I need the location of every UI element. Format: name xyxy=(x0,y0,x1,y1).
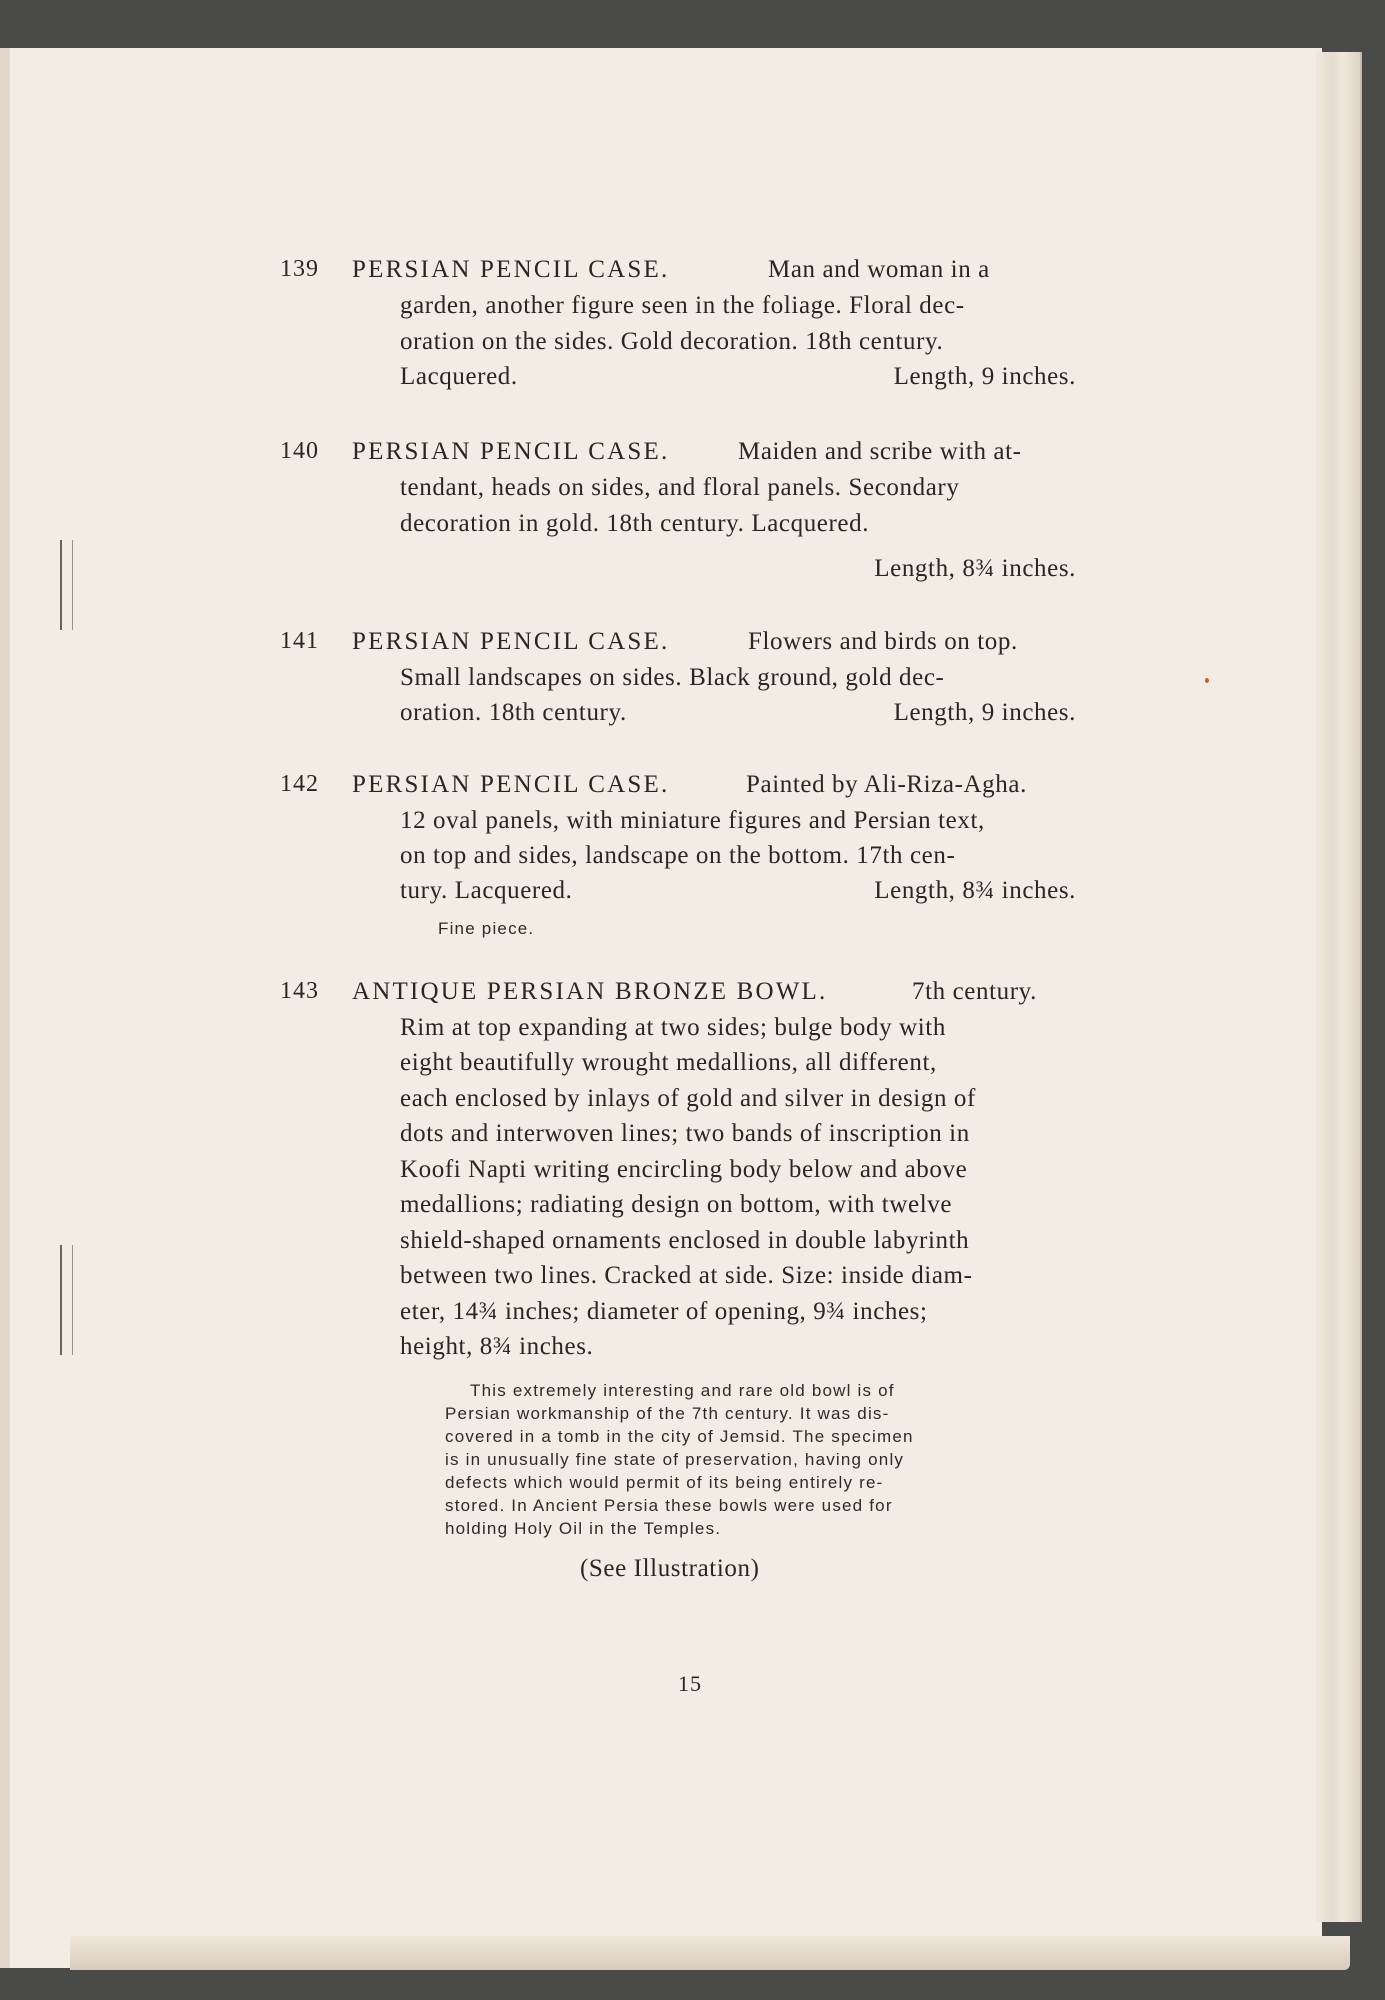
lot-description-line: medallions; radiating design on bottom, with twelve xyxy=(400,1191,953,1218)
lot-length: Length, 8¾ inches. xyxy=(874,555,1076,582)
lot-title: PERSIAN PENCIL CASE. xyxy=(352,438,670,465)
lot-number: 140 xyxy=(280,438,319,464)
lot-description-line: Flowers and birds on top. xyxy=(748,628,1018,655)
lot-title: ANTIQUE PERSIAN BRONZE BOWL. xyxy=(352,978,828,1005)
lot-description-line: Rim at top expanding at two sides; bulge body with xyxy=(400,1014,946,1041)
lot-note: Fine piece. xyxy=(438,919,535,938)
lot-description-line: eight beautifully wrought medallions, all different, xyxy=(400,1049,937,1076)
lot-note-line: defects which would permit of its being entirely re- xyxy=(445,1473,884,1492)
lot-note-line: Persian workmanship of the 7th century. It was dis- xyxy=(445,1404,890,1423)
lot-description-line: Painted by Ali-Riza-Agha. xyxy=(746,771,1027,798)
lot-description-line: Man and woman in a xyxy=(768,256,990,283)
lot-note-line: This extremely interesting and rare old bowl is of xyxy=(470,1381,895,1400)
lot-length: Length, 9 inches. xyxy=(893,363,1076,390)
lot-description-line: 12 oval panels, with miniature figures and Persian text, xyxy=(400,807,985,834)
lot-description-line: oration. 18th century. xyxy=(400,699,627,726)
page-number: 15 xyxy=(678,1671,702,1696)
lot-description-line: Maiden and scribe with at- xyxy=(738,438,1022,465)
lot-description-line: Lacquered. xyxy=(400,363,518,390)
binding-stitch-top xyxy=(60,540,73,630)
binding-strip xyxy=(0,48,10,1968)
lot-description-line: each enclosed by inlays of gold and silver in design of xyxy=(400,1085,976,1112)
lot-description-line: on top and sides, landscape on the bottom. 17th cen- xyxy=(400,842,956,869)
see-illustration: (See Illustration) xyxy=(580,1555,760,1582)
paper-speck xyxy=(1205,678,1209,683)
lot-length: Length, 9 inches. xyxy=(893,699,1076,726)
lot-description-line: shield-shaped ornaments enclosed in double labyrinth xyxy=(400,1227,970,1254)
lot-description-line: dots and interwoven lines; two bands of inscription in xyxy=(400,1120,970,1147)
lot-title: PERSIAN PENCIL CASE. xyxy=(352,771,670,798)
lot-description-line: eter, 14¾ inches; diameter of opening, 9¾ inches; xyxy=(400,1298,928,1325)
lot-note-line: covered in a tomb in the city of Jemsid. The specimen xyxy=(445,1427,914,1446)
lot-description-line: between two lines. Cracked at side. Size: inside diam- xyxy=(400,1262,973,1289)
lot-description-line: oration on the sides. Gold decoration. 18th century. xyxy=(400,328,944,355)
lot-description-line: Small landscapes on sides. Black ground, gold dec- xyxy=(400,664,945,691)
lot-description-line: height, 8¾ inches. xyxy=(400,1333,594,1360)
lot-number: 139 xyxy=(280,256,319,282)
lot-number: 141 xyxy=(280,628,319,654)
lot-description-line: 7th century. xyxy=(912,978,1037,1005)
lot-note-line: holding Holy Oil in the Temples. xyxy=(445,1519,722,1538)
lot-description-line: Koofi Napti writing encircling body below and above xyxy=(400,1156,968,1183)
lot-note-line: is in unusually fine state of preservation, having only xyxy=(445,1450,905,1469)
lot-number: 143 xyxy=(280,978,319,1004)
lot-description-line: decoration in gold. 18th century. Lacquered. xyxy=(400,510,870,537)
lot-title: PERSIAN PENCIL CASE. xyxy=(352,628,670,655)
lot-description-line: tury. Lacquered. xyxy=(400,877,573,904)
lot-note-line: stored. In Ancient Persia these bowls were used for xyxy=(445,1496,893,1515)
lot-number: 142 xyxy=(280,771,319,797)
lot-description-line: tendant, heads on sides, and floral panels. Secondary xyxy=(400,474,960,501)
lot-description-line: garden, another figure seen in the foliage. Floral dec- xyxy=(400,292,965,319)
page-edge-right xyxy=(1316,52,1362,1922)
page-edge-bottom xyxy=(70,1936,1350,1970)
lot-title: PERSIAN PENCIL CASE. xyxy=(352,256,670,283)
lot-length: Length, 8¾ inches. xyxy=(874,877,1076,904)
binding-stitch-bottom xyxy=(60,1245,73,1355)
